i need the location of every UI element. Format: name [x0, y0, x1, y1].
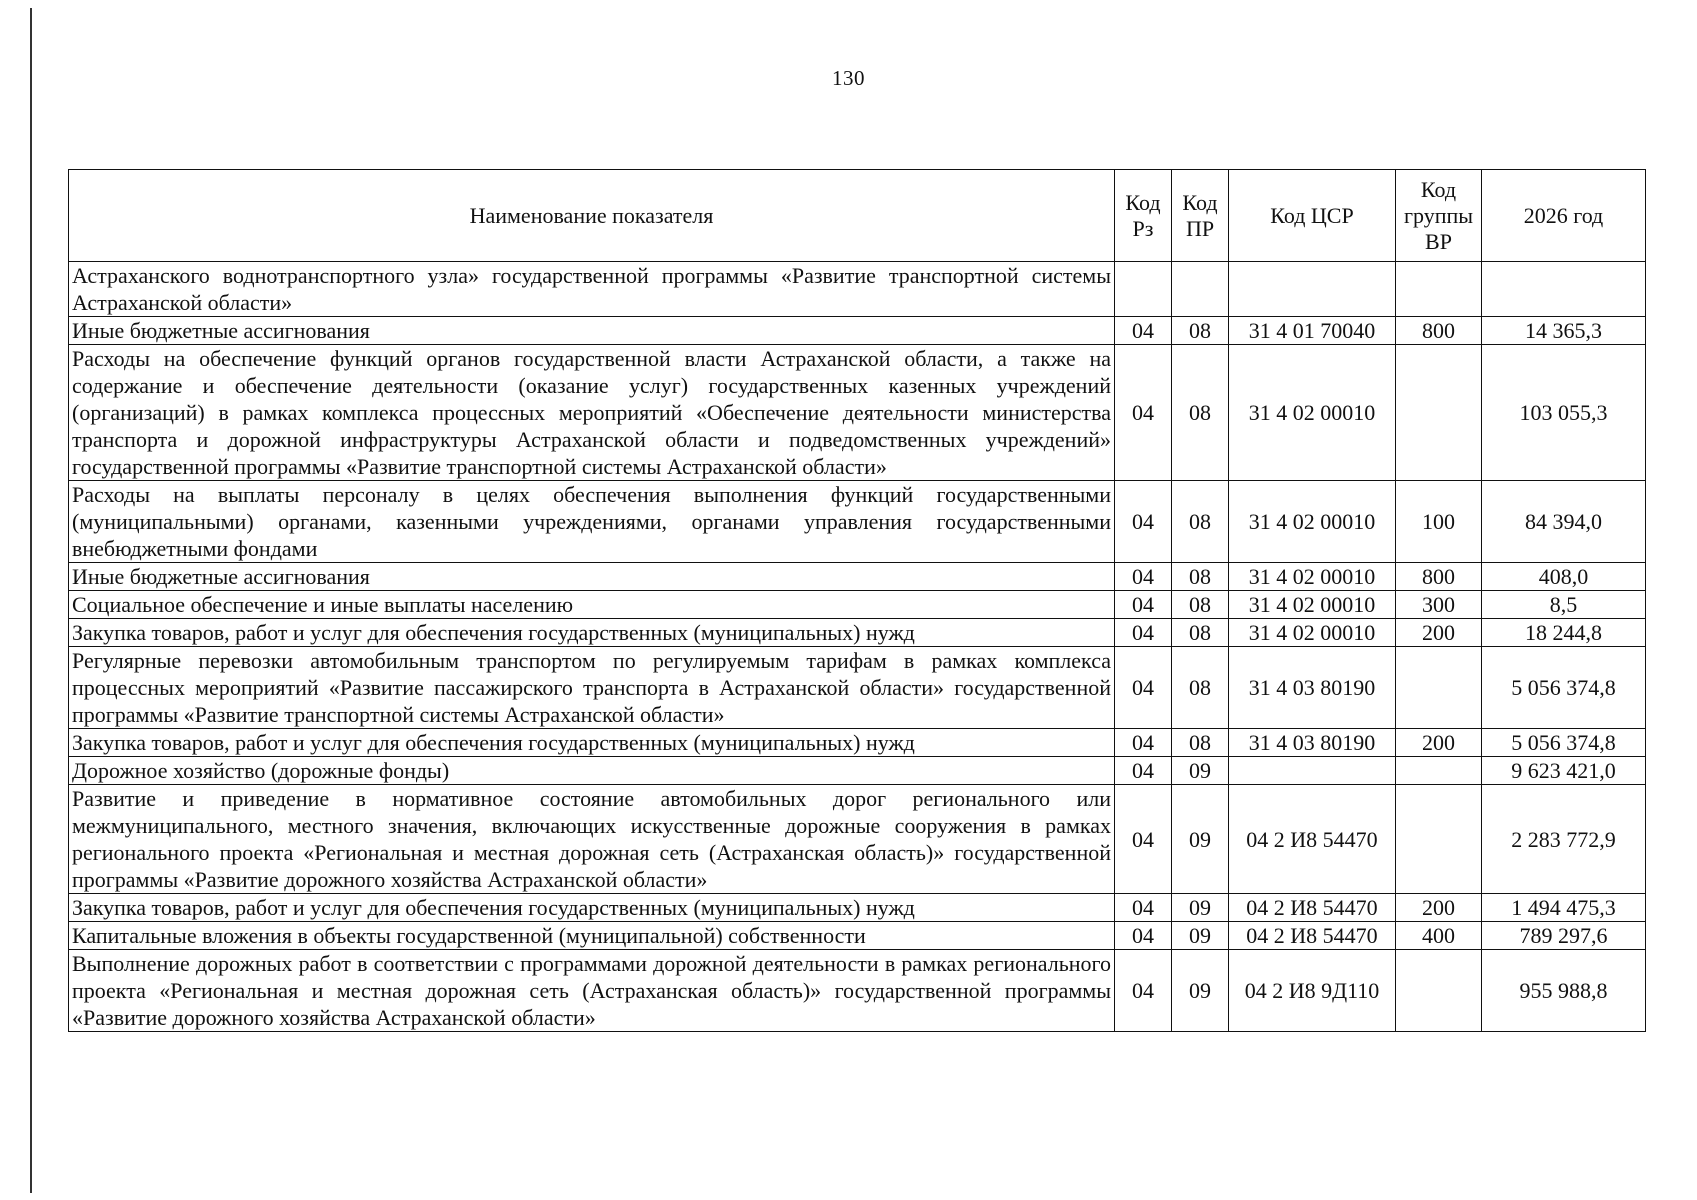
amount-2026: 18 244,8	[1482, 619, 1646, 647]
code-pr: 08	[1172, 591, 1229, 619]
code-pr: 09	[1172, 894, 1229, 922]
amount-2026: 5 056 374,8	[1482, 647, 1646, 729]
code-rz: 04	[1115, 785, 1172, 894]
table-row	[69, 481, 1646, 563]
header-name: Наименование показателя	[69, 170, 1115, 262]
code-rz: 04	[1115, 345, 1172, 481]
code-vr: 100	[1396, 481, 1482, 563]
code-csr: 04 2 И8 9Д110	[1229, 950, 1396, 1032]
indicator-name: Закупка товаров, работ и услуг для обеспечения государственных (муниципальных) нужд	[69, 619, 1115, 647]
amount-2026: 955 988,8	[1482, 950, 1646, 1032]
indicator-name: Дорожное хозяйство (дорожные фонды)	[69, 757, 1115, 785]
code-pr: 09	[1172, 757, 1229, 785]
code-rz: 04	[1115, 922, 1172, 950]
table-row	[69, 317, 1646, 345]
code-pr	[1172, 262, 1229, 317]
table-row	[69, 922, 1646, 950]
code-pr: 08	[1172, 619, 1229, 647]
header-pr: Код ПР	[1172, 170, 1229, 262]
code-csr: 31 4 02 00010	[1229, 481, 1396, 563]
indicator-name: Закупка товаров, работ и услуг для обеспечения государственных (муниципальных) нужд	[69, 729, 1115, 757]
amount-2026: 1 494 475,3	[1482, 894, 1646, 922]
page-number: 130	[832, 66, 865, 90]
code-csr: 04 2 И8 54470	[1229, 894, 1396, 922]
indicator-name: Капитальные вложения в объекты государственной (муниципальной) собственности	[69, 922, 1115, 950]
code-rz: 04	[1115, 757, 1172, 785]
table-row	[69, 591, 1646, 619]
indicator-name: Астраханского воднотранспортного узла» государственной программы «Развитие транспортной системы Астраханской области»	[69, 262, 1115, 317]
code-vr: 800	[1396, 563, 1482, 591]
table-row	[69, 647, 1646, 729]
code-rz: 04	[1115, 317, 1172, 345]
scan-edge-line	[30, 8, 32, 1193]
table-row	[69, 785, 1646, 894]
amount-2026: 789 297,6	[1482, 922, 1646, 950]
code-rz	[1115, 262, 1172, 317]
code-rz: 04	[1115, 950, 1172, 1032]
code-rz: 04	[1115, 647, 1172, 729]
table-row	[69, 950, 1646, 1032]
code-pr: 08	[1172, 481, 1229, 563]
table-header-row	[69, 170, 1646, 262]
code-rz: 04	[1115, 591, 1172, 619]
indicator-name: Развитие и приведение в нормативное состояние автомобильных дорог регионального или межмуниципального, местного значения, включающих искусственные дорожные сооружения в рамках регионального проекта «Региональная и местная дорожная сеть (Астраханская область)» государственной программы «Развитие дорожного хозяйства Астраханской области»	[69, 785, 1115, 894]
header-year: 2026 год	[1482, 170, 1646, 262]
code-rz: 04	[1115, 729, 1172, 757]
code-vr	[1396, 345, 1482, 481]
code-pr: 09	[1172, 950, 1229, 1032]
table-row	[69, 894, 1646, 922]
code-vr: 400	[1396, 922, 1482, 950]
code-vr	[1396, 262, 1482, 317]
indicator-name: Расходы на обеспечение функций органов государственной власти Астраханской области, а также на содержание и обеспечение деятельности (оказание услуг) государственных казенных учреждений (организаций) в рамках комплекса процессных мероприятий «Обеспечение деятельности министерства транспорта и дорожной инфраструктуры Астраханской области и подведомственных учреждений» государственной программы «Развитие транспортной системы Астраханской области»	[69, 345, 1115, 481]
amount-2026: 14 365,3	[1482, 317, 1646, 345]
code-vr	[1396, 785, 1482, 894]
table-row	[69, 757, 1646, 785]
code-csr: 31 4 03 80190	[1229, 729, 1396, 757]
code-csr: 04 2 И8 54470	[1229, 785, 1396, 894]
budget-table	[68, 169, 1646, 1032]
code-csr: 31 4 02 00010	[1229, 563, 1396, 591]
indicator-name: Закупка товаров, работ и услуг для обеспечения государственных (муниципальных) нужд	[69, 894, 1115, 922]
amount-2026: 103 055,3	[1482, 345, 1646, 481]
code-pr: 08	[1172, 317, 1229, 345]
header-rz: Код Рз	[1115, 170, 1172, 262]
code-vr: 300	[1396, 591, 1482, 619]
code-vr: 200	[1396, 729, 1482, 757]
code-csr	[1229, 757, 1396, 785]
table-row	[69, 262, 1646, 317]
indicator-name: Расходы на выплаты персоналу в целях обеспечения выполнения функций государственными (муниципальными) органами, казенными учреждениями, органами управления государственными внебюджетными фондами	[69, 481, 1115, 563]
code-csr: 31 4 02 00010	[1229, 619, 1396, 647]
code-csr: 31 4 03 80190	[1229, 647, 1396, 729]
code-vr: 200	[1396, 619, 1482, 647]
code-vr	[1396, 647, 1482, 729]
code-csr: 04 2 И8 54470	[1229, 922, 1396, 950]
code-csr	[1229, 262, 1396, 317]
code-pr: 08	[1172, 729, 1229, 757]
header-csr: Код ЦСР	[1229, 170, 1396, 262]
table-row	[69, 563, 1646, 591]
code-pr: 09	[1172, 785, 1229, 894]
amount-2026: 8,5	[1482, 591, 1646, 619]
amount-2026: 5 056 374,8	[1482, 729, 1646, 757]
table-row	[69, 619, 1646, 647]
code-csr: 31 4 01 70040	[1229, 317, 1396, 345]
code-pr: 09	[1172, 922, 1229, 950]
code-pr: 08	[1172, 563, 1229, 591]
amount-2026	[1482, 262, 1646, 317]
indicator-name: Иные бюджетные ассигнования	[69, 563, 1115, 591]
amount-2026: 9 623 421,0	[1482, 757, 1646, 785]
amount-2026: 2 283 772,9	[1482, 785, 1646, 894]
table-body	[69, 262, 1646, 1032]
code-rz: 04	[1115, 563, 1172, 591]
amount-2026: 84 394,0	[1482, 481, 1646, 563]
code-csr: 31 4 02 00010	[1229, 345, 1396, 481]
indicator-name: Социальное обеспечение и иные выплаты населению	[69, 591, 1115, 619]
code-pr: 08	[1172, 345, 1229, 481]
indicator-name: Иные бюджетные ассигнования	[69, 317, 1115, 345]
code-vr	[1396, 757, 1482, 785]
code-pr: 08	[1172, 647, 1229, 729]
indicator-name: Выполнение дорожных работ в соответствии с программами дорожной деятельности в рамках регионального проекта «Региональная и местная дорожная сеть (Астраханская область)» государственной программы «Развитие дорожного хозяйства Астраханской области»	[69, 950, 1115, 1032]
code-rz: 04	[1115, 619, 1172, 647]
header-vr: Код группы ВР	[1396, 170, 1482, 262]
table-row	[69, 345, 1646, 481]
code-rz: 04	[1115, 481, 1172, 563]
code-rz: 04	[1115, 894, 1172, 922]
code-vr: 800	[1396, 317, 1482, 345]
table-row	[69, 729, 1646, 757]
code-csr: 31 4 02 00010	[1229, 591, 1396, 619]
indicator-name: Регулярные перевозки автомобильным транспортом по регулируемым тарифам в рамках комплекса процессных мероприятий «Развитие пассажирского транспорта в Астраханской области» государственной программы «Развитие транспортной системы Астраханской области»	[69, 647, 1115, 729]
code-vr	[1396, 950, 1482, 1032]
amount-2026: 408,0	[1482, 563, 1646, 591]
code-vr: 200	[1396, 894, 1482, 922]
